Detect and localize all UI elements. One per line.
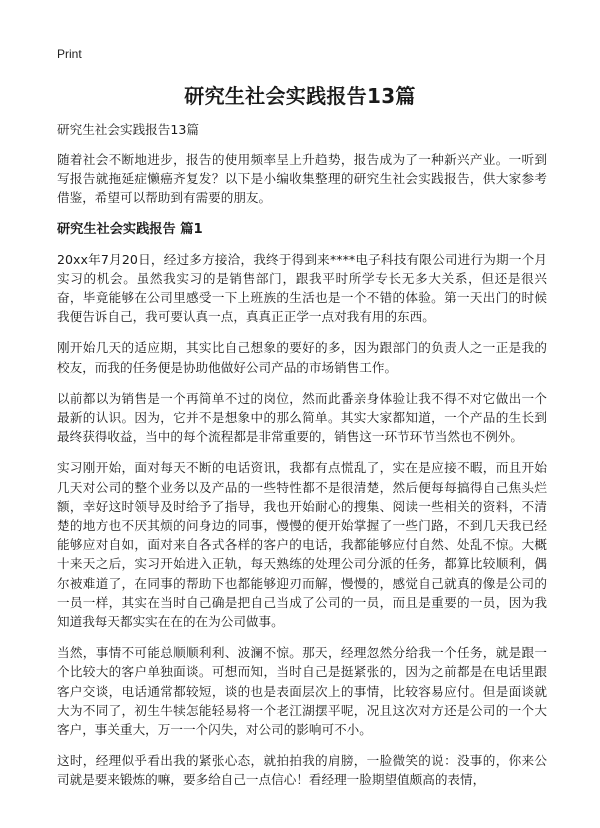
document-title: 研究生社会实践报告13篇	[184, 84, 416, 108]
body-paragraph: 这时，经理似乎看出我的紧张心态，就拍拍我的肩膀，一脸微笑的说：没事的，你来公司就是要来锻炼的嘛，要多给自己一点信心！看经理一脸期望值颇高的表情，	[57, 753, 547, 788]
document-body	[57, 150, 547, 802]
section-heading: 研究生社会实践报告 篇1	[57, 221, 203, 237]
body-paragraph: 20xx年7月20日，经过多方接洽，我终于得到来****电子科技有限公司进行为期一个月实习的机会。虽然我实习的是销售部门，跟我平时所学专长无多大关系，但还是很兴奋，毕竟能够在公司里感受一下上班族的生活也是一个不错的体验。第一天出门的时候我便告诉自己，我可要认真一点，真真正正学一点对我有用的东西。	[57, 251, 547, 325]
body-paragraph: 刚开始几天的适应期，其实比自己想象的要好的多，因为跟部门的负责人之一正是我的校友，而我的任务便是协助他做好公司产品的市场销售工作。	[57, 340, 547, 375]
body-paragraph: 实习刚开始，面对每天不断的电话资讯，我都有点慌乱了，实在是应接不暇，而且开始几天对公司的整个业务以及产品的一些特性都不是很清楚，然后便每每搞得自己焦头烂额，幸好这时领导及时给予了指导，我也开始耐心的搜集、阅读一些相关的资料，不清楚的地方也不厌其烦的问身边的同事，慢慢的便开始掌握了一些门路，不到几天我已经能够应对自如，面对来自各式各样的客户的电话，我都能够应付自然、处乱不惊。大概十来天之后，实习开始进入正轨，每天熟练的处理公司分派的任务，都算比较顺利，偶尔被难道了，在同事的帮助下也都能够迎刃而解，慢慢的，感觉自己就真的像是公司的一员一样，其实在当时自己确是把自己当成了公司的一员，而且是重要的一员，因为我知道我每天都实实在在的在为公司做事。	[57, 460, 547, 630]
body-paragraph: 以前都以为销售是一个再简单不过的岗位，然而此番亲身体验让我不得不对它做出一个最新的认识。因为，它并不是想象中的那么简单。其实大家都知道，一个产品的生长到最终获得收益，当中的每个流程都是非常重要的，销售这一环节环节当然也不例外。	[57, 390, 547, 445]
document-subtitle: 研究生社会实践报告13篇	[57, 122, 199, 137]
body-paragraph: 当然，事情不可能总顺顺利利、波澜不惊。那天，经理忽然分给我一个任务，就是跟一个比较大的客户单独面谈。可想而知，当时自己是挺紧张的，因为之前都是在电话里跟客户交谈，电话通常都较短，谈的也是表面层次上的事情，比较容易应付。但是面谈就大为不同了，初生牛犊怎能轻易将一个老江湖摆平呢，况且这次对方还是公司的一个大客户，事关重大，万一一个闪失，对公司的影响可不小。	[57, 645, 547, 738]
intro-paragraph: 随着社会不断地进步，报告的使用频率呈上升趋势，报告成为了一种新兴产业。一听到写报告就拖延症懒癌齐复发？以下是小编收集整理的研究生社会实践报告，供大家参考借鉴，希望可以帮助到有需要的朋友。	[57, 152, 547, 206]
print-link[interactable]: Print	[57, 47, 82, 61]
